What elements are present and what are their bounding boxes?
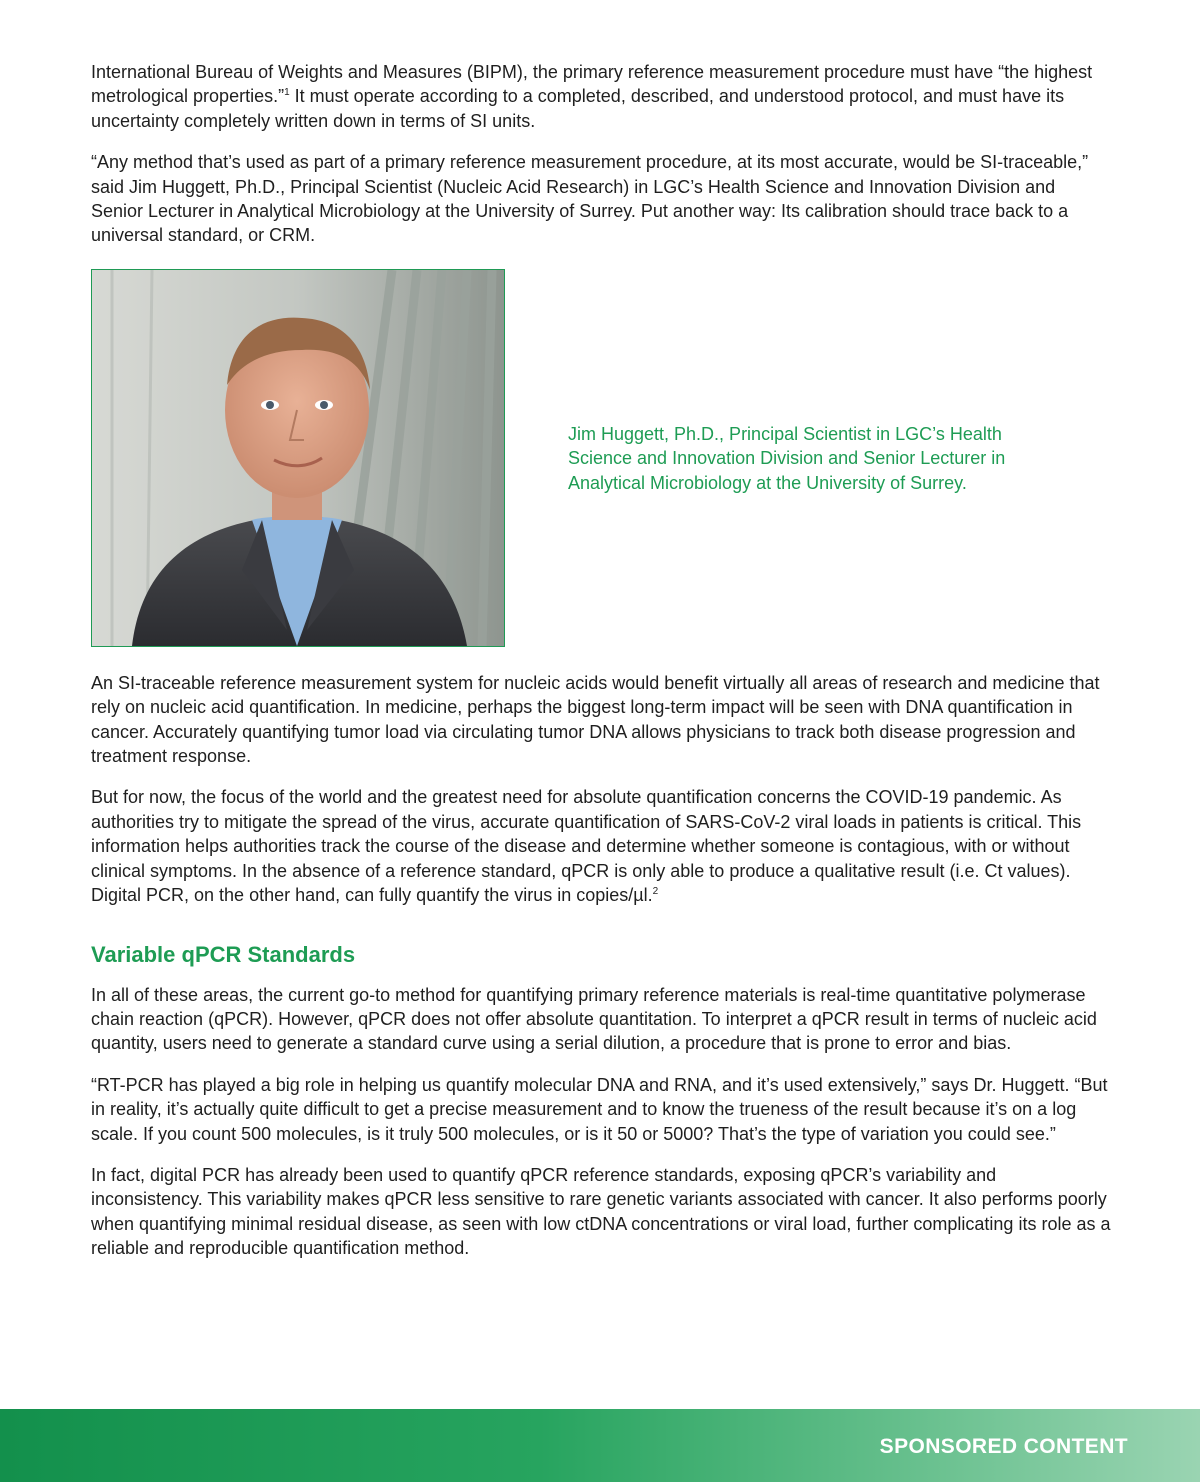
figure-caption: Jim Huggett, Ph.D., Principal Scientist in LGC’s Health Science and Innovation Division and Senior Lecturer in Analytical Microbiology at the University of Surrey. xyxy=(568,423,1006,493)
footnote-ref-2[interactable]: 2 xyxy=(652,886,659,898)
sponsored-content-label: SPONSORED CONTENT xyxy=(879,1435,1128,1458)
portrait-photo xyxy=(91,269,505,647)
paragraph-si-traceable: An SI-traceable reference measurement system for nucleic acids would benefit virtually all areas of research and medicine that rely on nucleic acid quantification. In medicine, perhaps the biggest long-term impact will be seen with DNA quantification in cancer. Accurately quantifying tumor load via circulating tumor DNA allows physicians to track both disease progression and treatment response. xyxy=(91,672,1100,767)
section-heading: Variable qPCR Standards xyxy=(91,941,356,967)
paragraph-rt-pcr-quote: “RT-PCR has played a big role in helping us quantify molecular DNA and RNA, and it’s used extensively,” says Dr. Huggett. “But in reality, it’s actually quite difficult to get a precise measurement and to know the trueness of the result because it’s on a log scale. If you count 500 molecules, is it truly 500 molecules, or is it 50 or 5000? That’s the type of variation you could see.” xyxy=(91,1074,1108,1144)
paragraph-digital-pcr: In fact, digital PCR has already been used to quantify qPCR reference standards, exposing qPCR’s variability and inconsistency. This variability makes qPCR less sensitive to rare genetic variants associated with cancer. It also performs poorly when quantifying minimal residual disease, as seen with low ctDNA concentrations or viral load, further complicating its role as a reliable and reproducible quantification method. xyxy=(91,1164,1111,1259)
portrait-illustration xyxy=(92,270,504,646)
paragraph-huggett-quote: “Any method that’s used as part of a primary reference measurement procedure, at its most accurate, would be SI-traceable,” said Jim Huggett, Ph.D., Principal Scientist (Nucleic Acid Research) in LGC’s Health Science and Innovation Division and Senior Lecturer in Analytical Microbiology at the University of Surrey. Put another way: Its calibration should trace back to a universal standard, or CRM. xyxy=(91,152,1089,246)
article-body xyxy=(91,60,1111,1278)
paragraph-covid: But for now, the focus of the world and the greatest need for absolute quantification concerns the COVID-19 pandemic. As authorities try to mitigate the spread of the virus, accurate quantification of SARS-CoV-2 viral loads in patients is critical. This information helps authorities track the course of the disease and determine whether someone is contagious, with or without clinical symptoms. In the absence of a reference standard, qPCR is only able to produce a qualitative result (i.e. Ct values). Digital PCR, on the other hand, can fully quantify the virus in copies/µl.$^2$ xyxy=(91,787,1082,906)
paragraph-bipm: International Bureau of Weights and Measures (BIPM), the primary reference measurement procedure must have “the highest metrological properties.”$^1$ It must operate according to a completed, described, and understood protocol, and must have its uncertainty completely written down in terms of SI units. xyxy=(91,62,1093,131)
figure-portrait xyxy=(91,269,1111,649)
footer-banner xyxy=(0,1409,1200,1482)
paragraph-qpcr-method: In all of these areas, the current go-to method for quantifying primary reference materials is real-time quantitative polymerase chain reaction (qPCR). However, qPCR does not offer absolute quantitation. To interpret a qPCR result in terms of nucleic acid quantity, users need to generate a standard curve using a serial dilution, a procedure that is prone to error and bias. xyxy=(91,984,1097,1054)
footnote-ref-1[interactable]: 1 xyxy=(284,87,290,99)
